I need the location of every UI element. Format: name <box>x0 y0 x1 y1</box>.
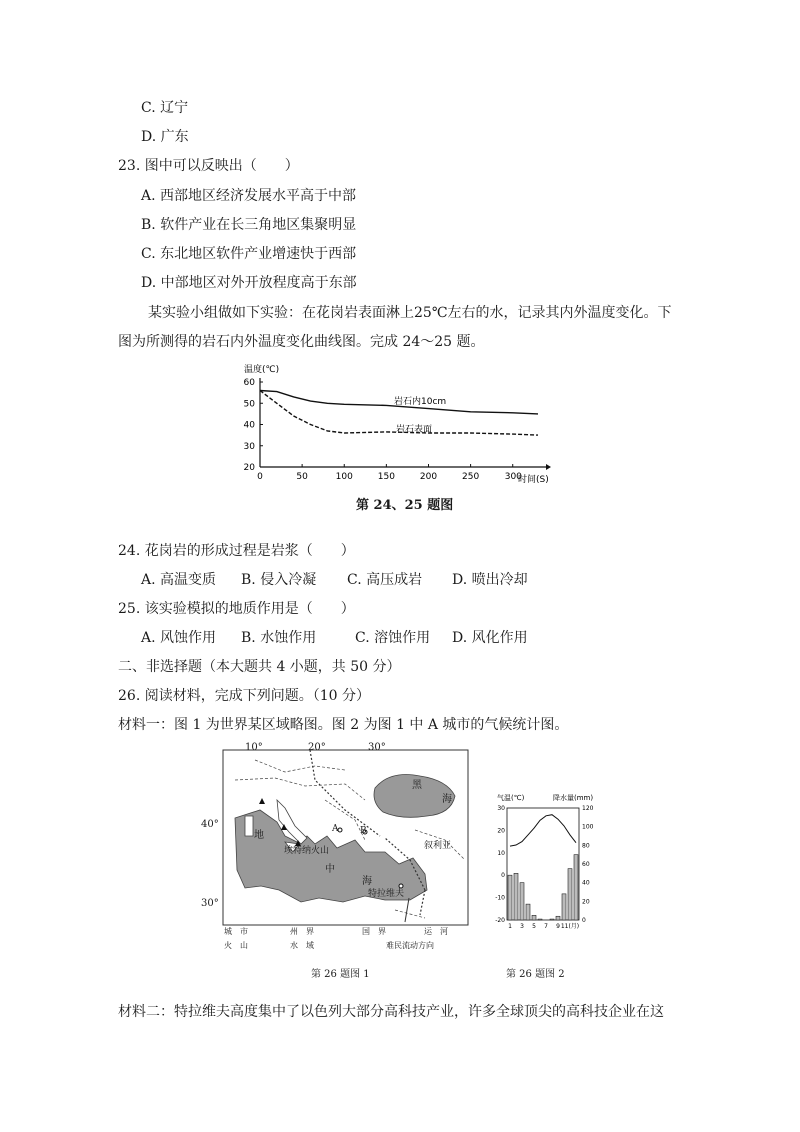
section-2-heading: 二、非选择题（本大题共 4 小题，共 50 分） <box>118 659 401 675</box>
y-tick-label: 50 <box>243 399 255 410</box>
temp-tick-label: 0 <box>501 872 505 880</box>
lon-10: 10° <box>245 742 263 753</box>
map-caption: 第 26 题图 1 <box>311 969 370 980</box>
x-tick-label: 100 <box>335 472 353 482</box>
legend-inner-label: 岩石内10cm <box>394 397 447 407</box>
temperature-chart-caption: 第 24、25 题图 <box>356 498 454 513</box>
x-tick-label: 0 <box>257 472 263 482</box>
month-tick-label: 1 <box>508 923 512 930</box>
legend-national-border: 国 界 <box>362 927 386 936</box>
legend-canal: 运 河 <box>424 927 448 936</box>
q23-option-b: B. 软件产业在长三角地区集聚明显 <box>141 217 357 233</box>
x-tick-label: 150 <box>377 472 395 482</box>
precip-bar <box>568 869 572 920</box>
precip-tick-label: 100 <box>582 823 594 831</box>
climate-chart <box>487 790 607 940</box>
q26-material-1: 材料一：图 1 为世界某区域略图。图 2 为图 1 中 A 城市的气候统计图。 <box>118 717 569 733</box>
temp-tick-label: -10 <box>495 894 505 902</box>
month-tick-label: 7 <box>544 923 548 930</box>
temp-tick-label: 30 <box>497 805 505 812</box>
month-tick-label: 3 <box>520 923 524 930</box>
q23-option-a: A. 西部地区经济发展水平高于中部 <box>141 188 357 204</box>
med-sea-char-1: 地 <box>254 830 264 841</box>
q25-stem: 25. 该实验模拟的地质作用是（ ） <box>118 601 355 617</box>
syria-label: 叙利亚 <box>424 841 452 851</box>
etna-volcano-label: 埃特纳火山 <box>284 846 330 856</box>
legend-water: 水 域 <box>290 941 314 950</box>
y-tick-label: 40 <box>243 420 255 431</box>
precip-tick-label: 0 <box>582 917 586 924</box>
q25-option-a: A. 风蚀作用 <box>141 630 217 646</box>
precip-bar <box>520 883 524 920</box>
q26-stem: 26. 阅读材料，完成下列问题。（10 分） <box>118 688 370 704</box>
city-a-label: A <box>332 824 339 834</box>
lat-40: 40° <box>201 819 219 830</box>
lat-30: 30° <box>201 898 219 909</box>
precip-bar <box>550 919 554 920</box>
intro-line-2: 图为所测得的岩石内外温度变化曲线图。完成 24～25 题。 <box>118 334 485 350</box>
precip-tick-label: 20 <box>582 898 590 906</box>
q22-option-d: D. 广东 <box>141 129 189 145</box>
precip-tick-label: 120 <box>582 805 594 812</box>
q24-option-a: A. 高温变质 <box>141 572 217 588</box>
month-tick-label: 5 <box>532 923 536 930</box>
lon-20: 20° <box>308 742 326 753</box>
legend-refugee-flow: 难民流动方向 <box>386 941 434 950</box>
y-tick-label: 20 <box>243 463 255 473</box>
y-tick-label: 30 <box>243 441 255 452</box>
y-tick-label: 60 <box>243 378 255 388</box>
precip-bar <box>538 919 542 920</box>
q25-option-b: B. 水蚀作用 <box>241 630 317 646</box>
x-axis-label: 时间(S) <box>518 475 549 485</box>
legend-city: 城 市 <box>224 927 248 936</box>
x-tick-label: 250 <box>462 472 480 482</box>
med-sea-char-3: 海 <box>362 876 372 887</box>
q24-option-b: B. 侵入冷凝 <box>241 572 317 588</box>
precip-bar <box>532 915 536 920</box>
x-tick-label: 50 <box>296 472 308 482</box>
precip-axis-label: 降水量(mm) <box>553 794 594 802</box>
q23-stem: 23. 图中可以反映出（ ） <box>118 158 299 174</box>
q24-option-c: C. 高压成岩 <box>347 572 423 588</box>
q23-option-d: D. 中部地区对外开放程度高于东部 <box>141 275 357 291</box>
temperature-chart <box>228 362 558 487</box>
tel-aviv-label: 特拉维夫 <box>368 889 405 899</box>
temp-tick-label: 20 <box>497 827 505 835</box>
month-tick-label: 11(月) <box>560 923 580 930</box>
med-sea-char-2: 中 <box>325 864 335 875</box>
temp-tick-label: 10 <box>497 849 505 857</box>
sardinia-island <box>245 816 253 836</box>
precip-tick-label: 60 <box>582 861 590 868</box>
precip-tick-label: 80 <box>582 842 590 850</box>
precip-bar <box>526 904 530 920</box>
precip-bar <box>556 916 560 920</box>
temperature-curve <box>510 815 576 846</box>
q25-option-c: C. 溶蚀作用 <box>355 630 431 646</box>
legend-state-border: 州 界 <box>290 927 314 936</box>
q24-option-d: D. 喷出冷却 <box>452 572 528 588</box>
lon-30: 30° <box>368 742 386 753</box>
x-tick-label: 300 <box>504 472 522 482</box>
temp-tick-label: -20 <box>495 917 505 924</box>
q23-option-c: C. 东北地区软件产业增速快于西部 <box>141 246 357 262</box>
precip-bar <box>574 855 578 920</box>
black-sea-char-1: 黑 <box>412 780 422 791</box>
q22-option-c: C. 辽宁 <box>141 100 189 116</box>
black-sea-char-2: 海 <box>442 794 452 805</box>
legend-surface-label: 岩石表面 <box>396 425 433 435</box>
q25-option-d: D. 风化作用 <box>452 630 528 646</box>
city-b-label: B <box>360 826 367 836</box>
x-axis-arrow <box>546 464 551 470</box>
precip-bar <box>514 873 518 920</box>
precip-bar <box>562 894 566 920</box>
q26-material-2: 材料二：特拉维夫高度集中了以色列大部分高科技产业，许多全球顶尖的高科技企业在这 <box>118 1004 664 1020</box>
intro-line-1: 某实验小组做如下实验：在花岗岩表面淋上25℃左右的水，记录其内外温度变化。下 <box>148 305 672 321</box>
legend-volcano: 火 山 <box>224 941 248 950</box>
month-tick-label: 9 <box>556 923 560 930</box>
precip-bar <box>508 875 512 920</box>
x-tick-label: 200 <box>419 472 438 482</box>
q24-stem: 24. 花岗岩的形成过程是岩浆（ ） <box>118 543 355 559</box>
y-axis-label: 温度(℃) <box>244 365 280 375</box>
precip-tick-label: 40 <box>582 879 590 887</box>
climate-chart-caption: 第 26 题图 2 <box>506 969 565 980</box>
temp-axis-label: 气温(℃) <box>497 794 525 802</box>
